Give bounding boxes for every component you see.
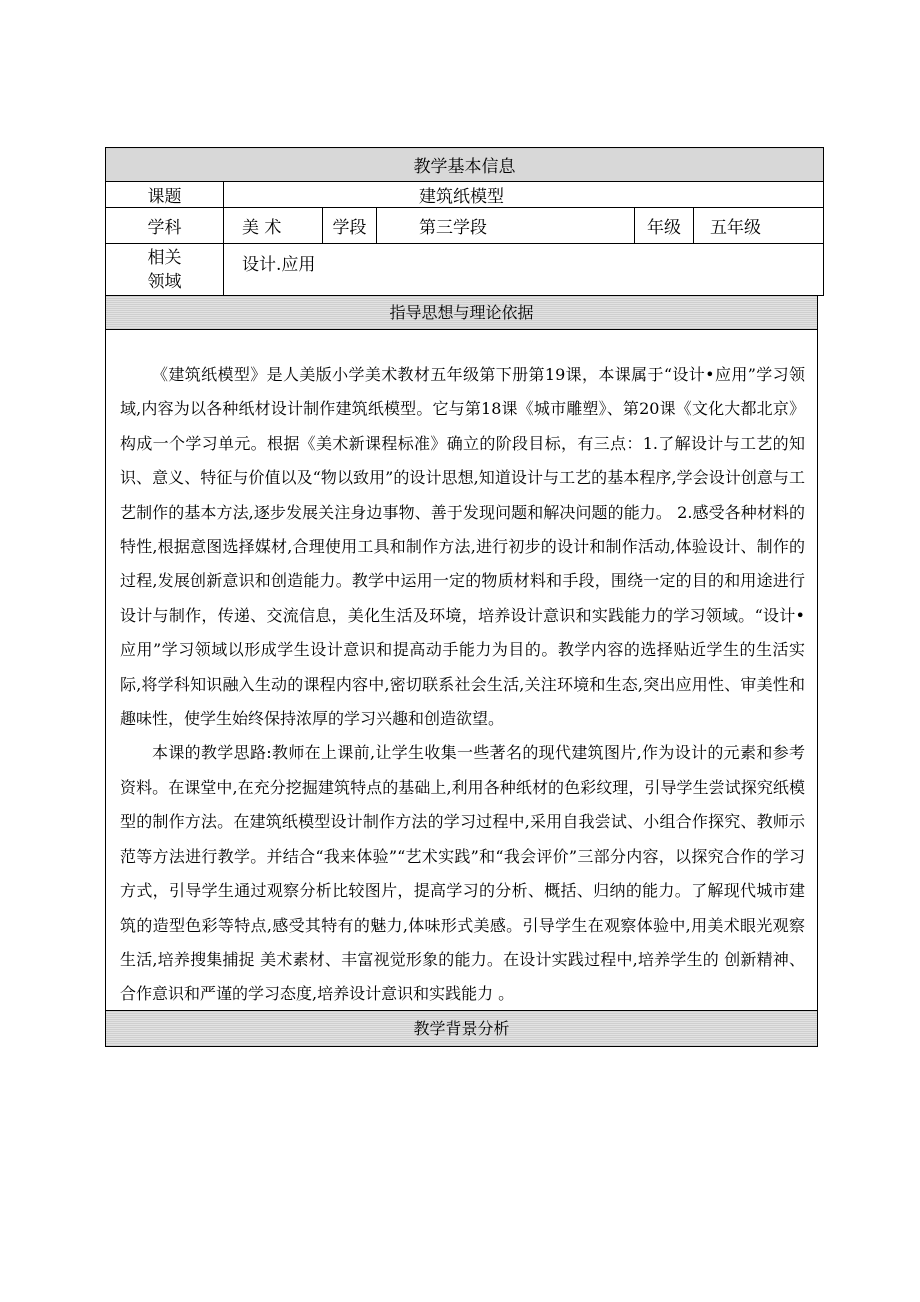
section-header-background: 教学背景分析 xyxy=(105,1011,818,1047)
guiding-paragraph-2: 本课的教学思路:教师在上课前,让学生收集一些著名的现代建筑图片,作为设计的元素和参考资料。在课堂中,在充分挖掘建筑特点的基础上,利用各种纸材的色彩纹理，引导学生尝试探究纸模型的制作方法。在建筑纸模型设计制作方法的学习过程中,采用自我尝试、小组合作探究、教师示范等方法进行教学。并结合“我来体验”“艺术实践”和“我会评价”三部分内容，以探究合作的学习方式，引导学生通过观察分析比较图片，提高学习的分析、概括、归纳的能力。了解现代城市建筑的造型色彩等特点,感受其特有的魅力,体味形式美感。引导学生在观察体验中,用美术眼光观察生活,培养搜集捕捉 美术素材、丰富视觉形象的能力。在设计实践过程中,培养学生的 创新精神、合作意识和严谨的学习态度,培养设计意识和实践能力 。 xyxy=(120,743,805,1004)
basic-info-table xyxy=(105,147,824,296)
grade-label: 年级 xyxy=(635,208,694,244)
domain-label-line-1: 相关 xyxy=(147,247,182,268)
topic-value: 建筑纸模型 xyxy=(224,182,824,208)
lesson-plan-document xyxy=(105,147,823,1047)
domain-label-line-2: 领域 xyxy=(147,271,182,292)
topic-label: 课题 xyxy=(106,182,224,208)
section-header-guiding: 指导思想与理论依据 xyxy=(105,296,818,330)
stage-label: 学段 xyxy=(323,208,377,244)
guiding-content xyxy=(105,330,818,1011)
domain-value: 设计.应用 xyxy=(224,244,824,296)
guiding-paragraph-1: 《建筑纸模型》是人美版小学美术教材五年级第下册第19课，本课属于“设计•应用”学习领域,内容为以各种纸材设计制作建筑纸模型。它与第18课《城市雕塑》、第20课《文化大都北京》构成一个学习单元。根据《美术新课程标准》确立的阶段目标，有三点：1.了解设计与工艺的知识、意义、特征与价值以及“物以致用”的设计思想,知道设计与工艺的基本程序,学会设计创意与工艺制作的基本方法,逐步发展关注身边事物、善于发现问题和解决问题的能力。 2.感受各种材料的特性,根据意图选择媒材,合理使用工具和制作方法,进行初步的设计和制作活动,体验设计、制作的过程,发展创新意识和创造能力。教学中运用一定的物质材料和手段，围绕一定的目的和用途进行设计与制作，传递、交流信息，美化生活及环境，培养设计意识和实践能力的学习领域。“设计•应用”学习领域以形成学生设计意识和提高动手能力为目的。教学内容的选择贴近学生的生活实际,将学科知识融入生动的课程内容中,密切联系社会生活,关注环境和生态,突出应用性、审美性和趣味性，使学生始终保持浓厚的学习兴趣和创造欲望。 xyxy=(120,365,805,729)
domain-label xyxy=(106,244,224,296)
subject-label: 学科 xyxy=(106,208,224,244)
stage-value: 第三学段 xyxy=(377,208,635,244)
section-header-basic-info: 教学基本信息 xyxy=(106,148,824,182)
subject-value: 美 术 xyxy=(224,208,323,244)
grade-value: 五年级 xyxy=(694,208,824,244)
